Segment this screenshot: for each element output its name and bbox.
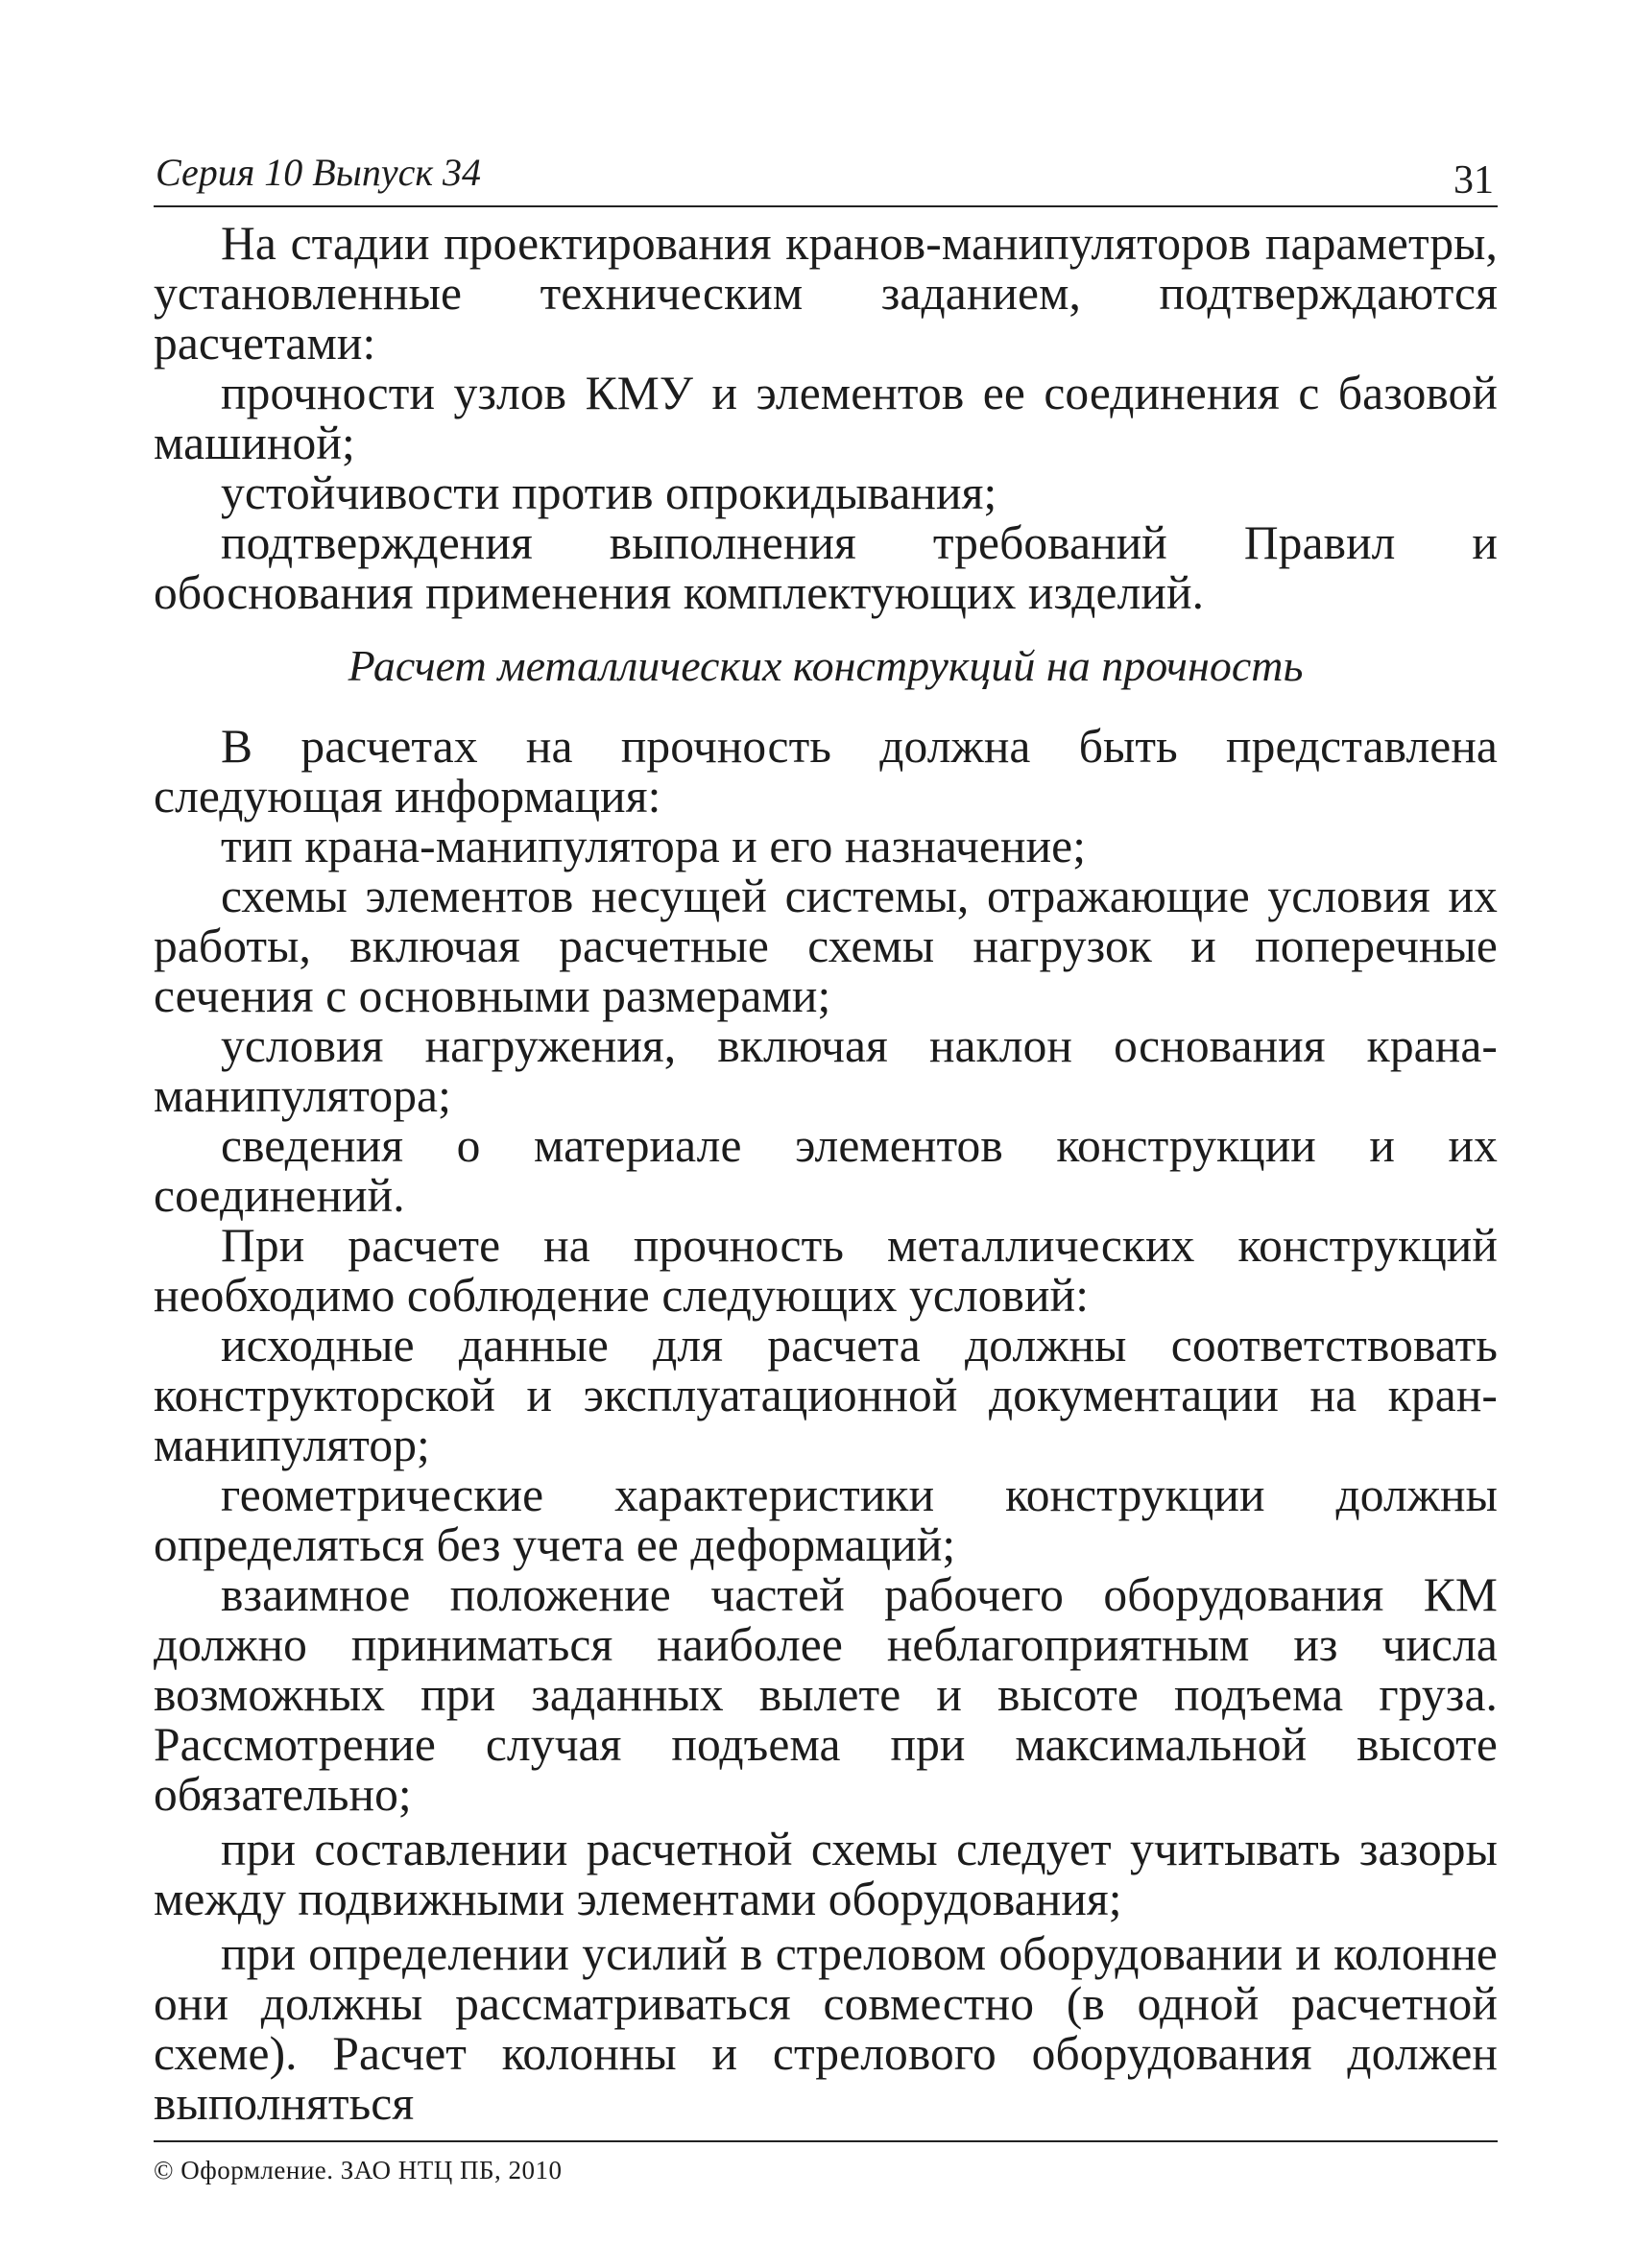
copyright-notice: © Оформление. ЗАО НТЦ ПБ, 2010 <box>154 2156 563 2184</box>
list-item: подтверждения выполнения требований Правил и обоснования применения комплектующих изделий. <box>154 516 1498 619</box>
list-item: при составлении расчетной схемы следует учитывать зазоры между подвижными элементами оборудования; <box>154 1823 1498 1925</box>
section-heading: Расчет металлических конструкций на прочность <box>348 641 1304 690</box>
paragraph: На стадии проектирования кранов-манипуляторов параметры, установленные техническим заданием, подтверждаются расчетами: <box>154 217 1498 370</box>
list-item: сведения о материале элементов конструкции и их соединений. <box>154 1119 1498 1222</box>
list-item: геометрические характеристики конструкции должны определяться без учета ее деформаций; <box>154 1468 1498 1571</box>
series-title: Серия 10 Выпуск 34 <box>156 151 482 194</box>
list-item: при определении усилий в стреловом оборудовании и колонне они должны рассматриваться совместно (в одной расчетной схеме). Расчет колонны и стрелового оборудования должен выполняться <box>154 1927 1498 2130</box>
page-header <box>154 144 1498 207</box>
list-item: прочности узлов КМУ и элементов ее соединения с базовой машиной; <box>154 367 1498 469</box>
list-item: устойчивости против опрокидывания; <box>221 466 997 519</box>
paragraph: В расчетах на прочность должна быть представлена следующая информация: <box>154 720 1498 823</box>
list-item: условия нагружения, включая наклон основания крана-манипулятора; <box>154 1019 1498 1122</box>
list-item: схемы элементов несущей системы, отражающие условия их работы, включая расчетные схемы нагрузок и поперечные сечения с основными размерами; <box>154 870 1498 1022</box>
paragraph: При расчете на прочность металлических конструкций необходимо соблюдение следующих условий: <box>154 1219 1498 1322</box>
list-item: тип крана-манипулятора и его назначение; <box>221 820 1087 872</box>
page-footer <box>154 2140 1498 2185</box>
page-number: 31 <box>1453 158 1494 203</box>
page-body <box>154 219 1498 2129</box>
list-item: исходные данные для расчета должны соответствовать конструкторской и эксплуатационной документации на кран-манипулятор; <box>154 1319 1498 1471</box>
list-item: взаимное положение частей рабочего оборудования КМ должно приниматься наиболее неблагоприятным из числа возможных при заданных вылете и высоте подъема груза. Рассмотрение случая подъема при максимальной высоте обязательно; <box>154 1568 1498 1821</box>
